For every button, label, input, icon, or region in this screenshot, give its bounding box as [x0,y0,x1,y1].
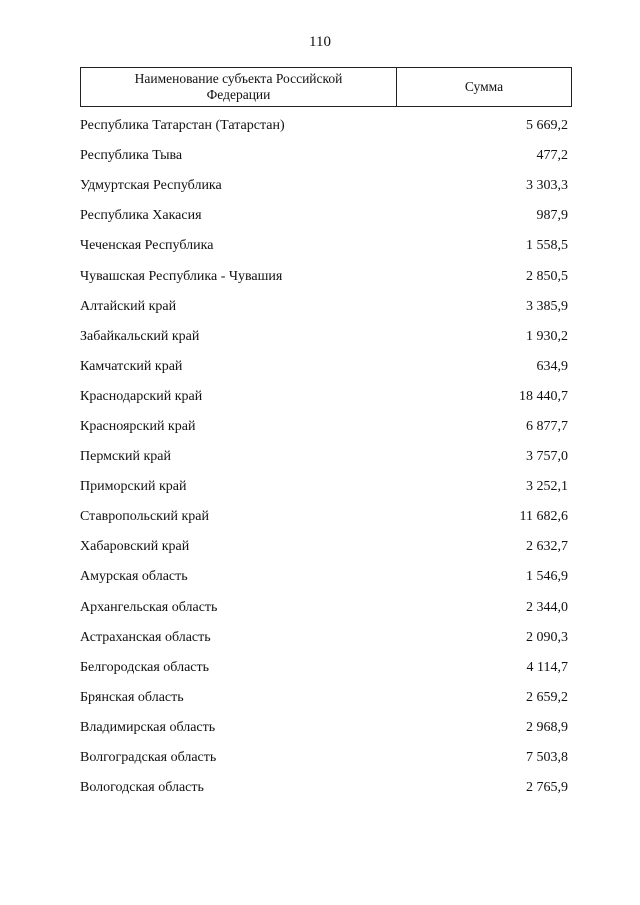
row-subject-name: Астраханская область [80,629,211,645]
row-sum-value: 3 757,0 [526,449,568,465]
row-subject-name: Чеченская Республика [80,238,214,254]
row-sum-value: 6 877,7 [526,418,568,434]
row-subject-name: Вологодская область [80,780,204,796]
table-row [80,201,568,231]
row-subject-name: Приморский край [80,479,187,495]
table-row [80,412,568,442]
row-sum-value: 3 252,1 [526,479,568,495]
table-row [80,683,568,713]
row-sum-value: 2 344,0 [526,599,568,615]
row-subject-name: Алтайский край [80,298,177,314]
table-row [80,502,568,532]
row-sum-value: 3 385,9 [526,298,568,314]
row-subject-name: Республика Татарстан (Татарстан) [80,118,285,134]
row-subject-name: Удмуртская Республика [80,178,222,194]
row-subject-name: Амурская область [80,569,188,585]
row-sum-value: 634,9 [536,358,568,374]
row-subject-name: Владимирская область [80,719,216,735]
row-subject-name: Архангельская область [80,599,218,615]
row-sum-value: 11 682,6 [519,509,568,525]
table-row [80,743,568,773]
row-sum-value: 2 090,3 [526,629,568,645]
table-row [80,623,568,653]
row-sum-value: 4 114,7 [526,659,568,675]
row-sum-value: 2 765,9 [526,780,568,796]
table-row [80,292,568,322]
table-row [80,562,568,592]
table-row [80,171,568,201]
row-subject-name: Волгоградская область [80,750,217,766]
row-sum-value: 1 558,5 [526,238,568,254]
table-row [80,713,568,743]
row-subject-name: Белгородская область [80,659,210,675]
table-row [80,593,568,623]
table-row [80,352,568,382]
row-sum-value: 7 503,8 [526,750,568,766]
row-sum-value: 1 546,9 [526,569,568,585]
row-sum-value: 2 632,7 [526,539,568,555]
table-row [80,231,568,261]
table-row [80,322,568,352]
row-subject-name: Ставропольский край [80,509,209,525]
table-row [80,653,568,683]
table-row [80,442,568,472]
header-subject-name: Наименование субъекта Российской Федерации [81,68,397,106]
row-subject-name: Забайкальский край [80,328,200,344]
row-subject-name: Краснодарский край [80,388,203,404]
row-sum-value: 987,9 [536,208,568,224]
row-subject-name: Камчатский край [80,358,183,374]
table-row [80,261,568,291]
table-row [80,472,568,502]
row-sum-value: 18 440,7 [519,388,568,404]
table-row [80,773,568,803]
row-subject-name: Республика Хакасия [80,208,202,224]
row-sum-value: 3 303,3 [526,178,568,194]
row-sum-value: 2 850,5 [526,268,568,284]
row-subject-name: Республика Тыва [80,148,183,164]
row-sum-value: 5 669,2 [526,118,568,134]
row-sum-value: 2 968,9 [526,719,568,735]
row-subject-name: Пермский край [80,449,171,465]
row-subject-name: Красноярский край [80,418,196,434]
row-sum-value: 477,2 [536,148,568,164]
table-row [80,382,568,412]
header-sum: Сумма [464,79,504,94]
table-body [80,111,568,803]
table-row [80,532,568,562]
row-subject-name: Чувашская Республика - Чувашия [80,268,283,284]
table-header [80,67,572,107]
row-subject-name: Брянская область [80,689,184,705]
row-sum-value: 2 659,2 [526,689,568,705]
row-subject-name: Хабаровский край [80,539,190,555]
page-number: 110 [309,34,331,50]
table-row [80,111,568,141]
row-sum-value: 1 930,2 [526,328,568,344]
table-row [80,141,568,171]
